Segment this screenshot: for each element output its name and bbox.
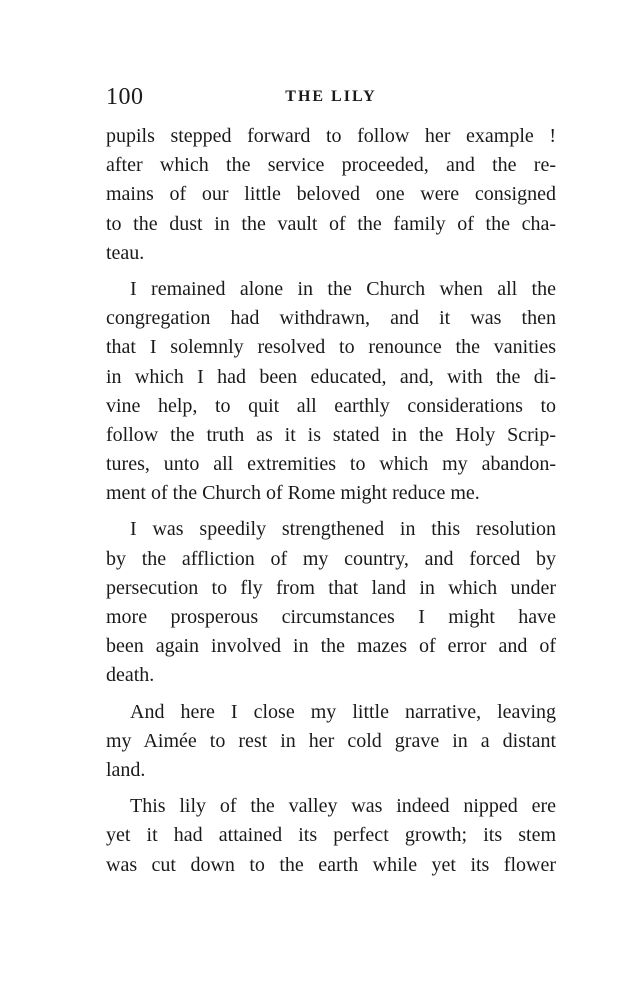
paragraph-gap <box>106 268 556 275</box>
text-line: pupils stepped forward to follow her example ! <box>106 125 556 147</box>
text-line: I was speedily strengthened in this resolution <box>130 518 556 541</box>
text-line: follow the truth as it is stated in the Holy Scrip- <box>106 423 556 446</box>
text-line: that I solemnly resolved to renounce the vanities <box>106 336 556 359</box>
text-line: been again involved in the mazes of error and of <box>106 635 556 658</box>
text-line: in which I had been educated, and, with the di- <box>106 365 556 388</box>
text-line: This lily of the valley was indeed nipped ere <box>130 795 556 818</box>
text-line: after which the service proceeded, and the re- <box>106 154 556 177</box>
text-line: yet it had attained its perfect growth; its stem <box>106 824 556 847</box>
text-line: land. <box>106 758 146 781</box>
text-line: by the affliction of my country, and forced by <box>106 547 556 570</box>
text-line: my Aimée to rest in her cold grave in a distant <box>106 729 556 752</box>
text-line: more prosperous circumstances I might have <box>106 606 556 628</box>
text-line: death. <box>106 664 155 687</box>
text-line: teau. <box>106 241 145 264</box>
paragraph-gap <box>106 508 556 515</box>
page-number: 100 <box>106 84 144 110</box>
text-line: mains of our little beloved one were consigned <box>106 183 556 206</box>
paragraph-gap <box>106 691 556 698</box>
body-text <box>106 122 556 880</box>
text-line: to the dust in the vault of the family of the cha- <box>106 212 556 235</box>
text-line: congregation had withdrawn, and it was then <box>106 307 556 330</box>
paragraph-gap <box>106 785 556 792</box>
text-line: persecution to fly from that land in which under <box>106 576 556 599</box>
text-line: And here I close my little narrative, leaving <box>130 700 556 723</box>
text-line: tures, unto all extremities to which my abandon- <box>106 453 556 476</box>
text-line: I remained alone in the Church when all the <box>130 277 556 300</box>
running-title: THE LILY <box>285 88 377 105</box>
text-line: was cut down to the earth while yet its flower <box>106 853 556 876</box>
running-head <box>106 84 556 114</box>
text-line: vine help, to quit all earthly considerations to <box>106 394 556 417</box>
text-line: ment of the Church of Rome might reduce me. <box>106 482 480 505</box>
